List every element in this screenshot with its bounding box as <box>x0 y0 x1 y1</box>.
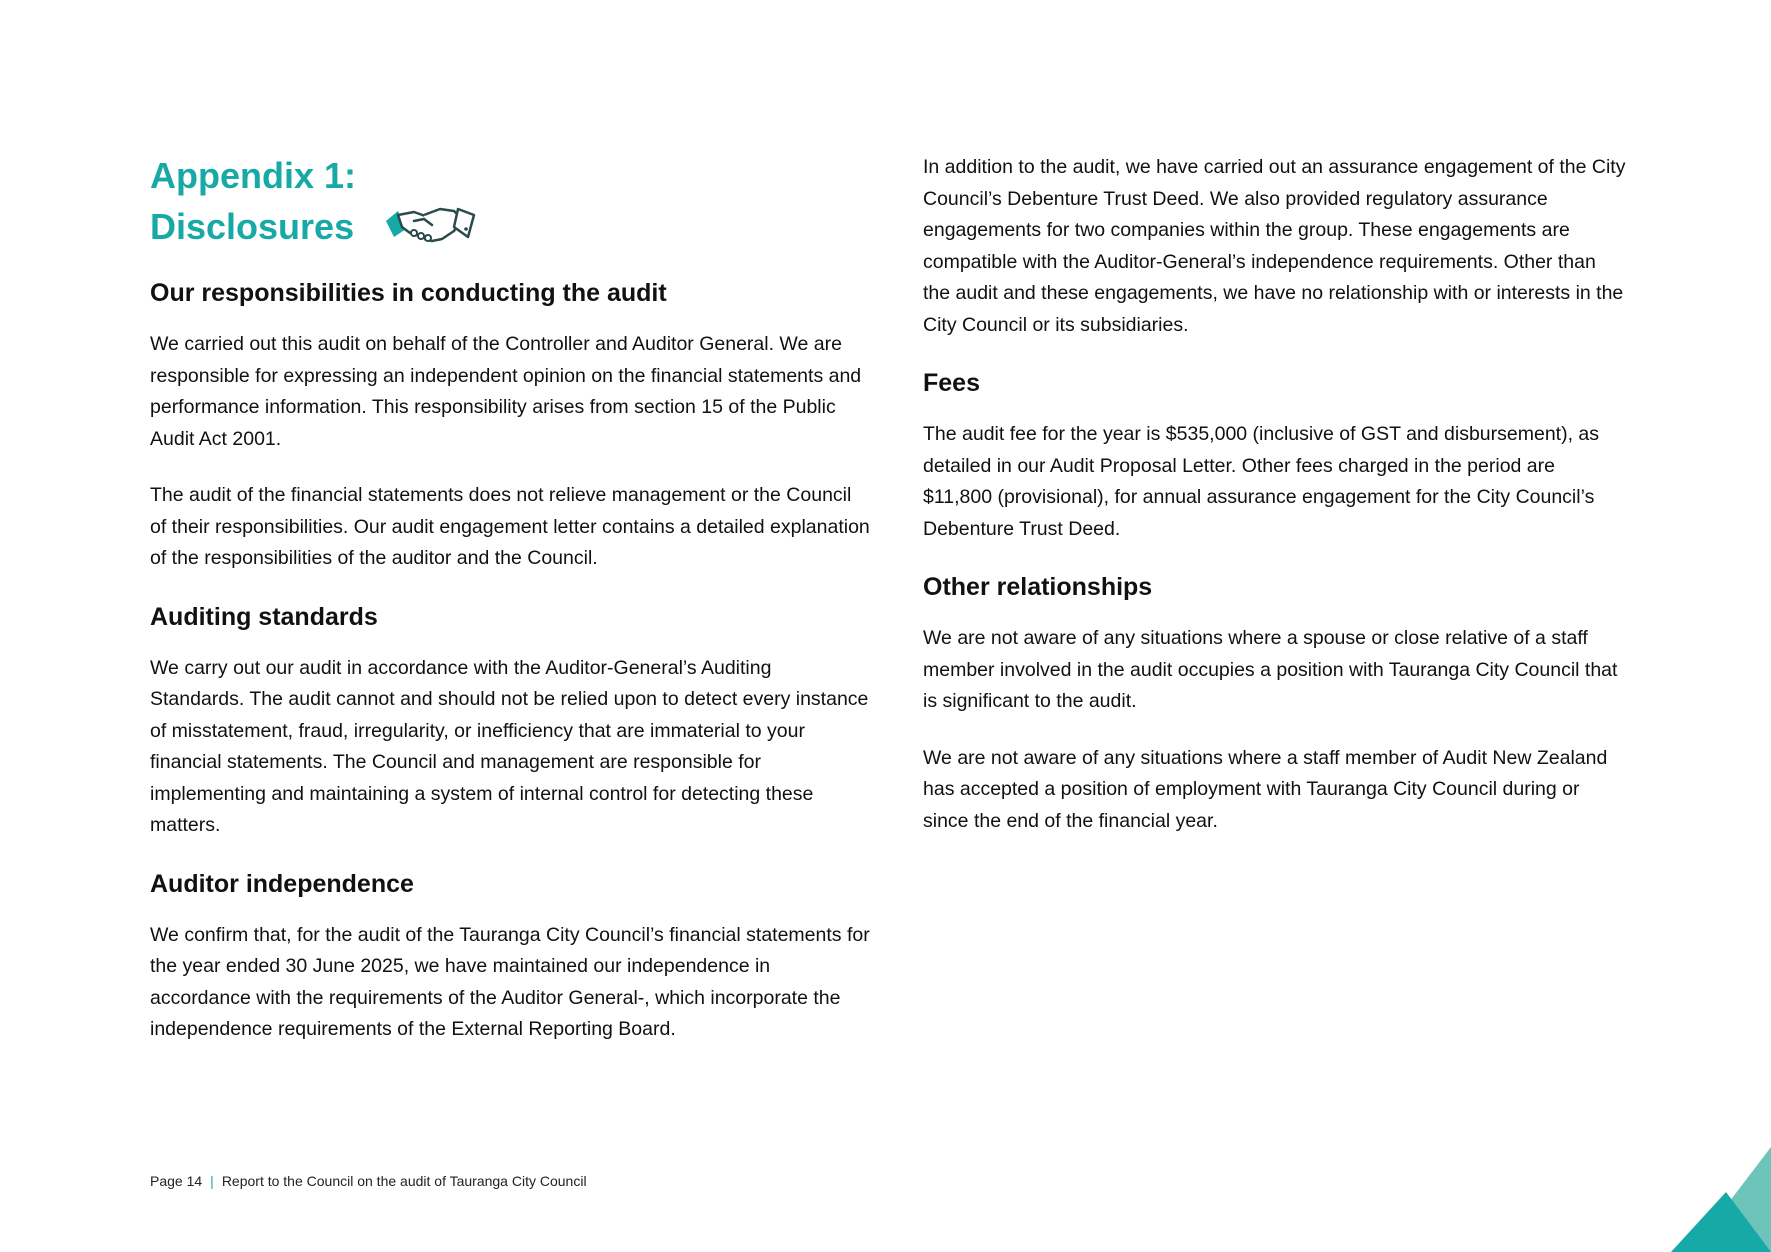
right-column <box>923 152 1628 837</box>
responsibilities-paragraph-1: We carried out this audit on behalf of the Controller and Auditor General. We are responsible for expressing an independent opinion on the financial statements and performance information. This responsibility arises from section 15 of the Public Audit Act 2001. <box>150 333 862 450</box>
standards-paragraph: We carry out our audit in accordance with the Auditor-General’s Auditing Standards. The audit cannot and should not be relied upon to detect every instance of misstatement, fraud, irregularity, or inefficiency that are immaterial to your financial statements. The Council and management are responsible for implementing and maintaining a system of internal control for detecting these matters. <box>150 656 869 836</box>
intro-paragraph: In addition to the audit, we have carried out an assurance engagement of the City Council’s Debenture Trust Deed. We also provided regulatory assurance engagements for two companies within the group. These engagements are compatible with the Auditor-General’s independence requirements. Other than the audit and these engagements, we have no relationship with or interests in the City Council or its subsidiaries. <box>923 156 1626 336</box>
corner-decoration <box>1671 1147 1771 1252</box>
responsibilities-paragraph-2: The audit of the financial statements does not relieve management or the Council of their responsibilities. Our audit engagement letter contains a detailed explanation of the responsibilities of the auditor and the Council. <box>150 484 870 569</box>
footer-separator: | <box>210 1173 214 1189</box>
page-number: Page 14 <box>150 1173 203 1189</box>
fees-heading: Fees <box>923 369 980 397</box>
responsibilities-heading: Our responsibilities in conducting the audit <box>150 279 667 307</box>
standards-heading: Auditing standards <box>150 602 378 631</box>
fees-paragraph: The audit fee for the year is $535,000 (inclusive of GST and disbursement), as detailed in our Audit Proposal Letter. Other fees charged in the period are $11,800 (provisional), for annual assurance engagement for the City Council’s Debenture Trust Deed. <box>923 423 1600 540</box>
footer-report-title: Report to the Council on the audit of Tauranga City Council <box>221 1173 587 1189</box>
title-line-2: Disclosures <box>150 206 355 247</box>
independence-paragraph: We confirm that, for the audit of the Tauranga City Council’s financial statements for the year ended 30 June 2025, we have maintained our independence in accordance with the requirements of the Auditor General-, which incorporate the independence requirements of the External Reporting Board. <box>150 923 870 1040</box>
relationships-heading: Other relationships <box>923 573 1153 601</box>
independence-heading: Auditor independence <box>150 869 414 898</box>
relationships-paragraph-2: We are not aware of any situations where a staff member of Audit New Zealand has accepted a position of employment with Tauranga City Council during or since the end of the financial year. <box>923 746 1608 832</box>
appendix-title <box>150 150 870 252</box>
page-footer <box>150 1173 587 1189</box>
left-column <box>150 150 870 1046</box>
relationships-paragraph-1: We are not aware of any situations where a spouse or close relative of a staff member involved in the audit occupies a position with Tauranga City Council that is significant to the audit. <box>923 627 1618 712</box>
title-line-1: Appendix 1: <box>150 155 357 196</box>
handshake-icon <box>384 207 476 247</box>
